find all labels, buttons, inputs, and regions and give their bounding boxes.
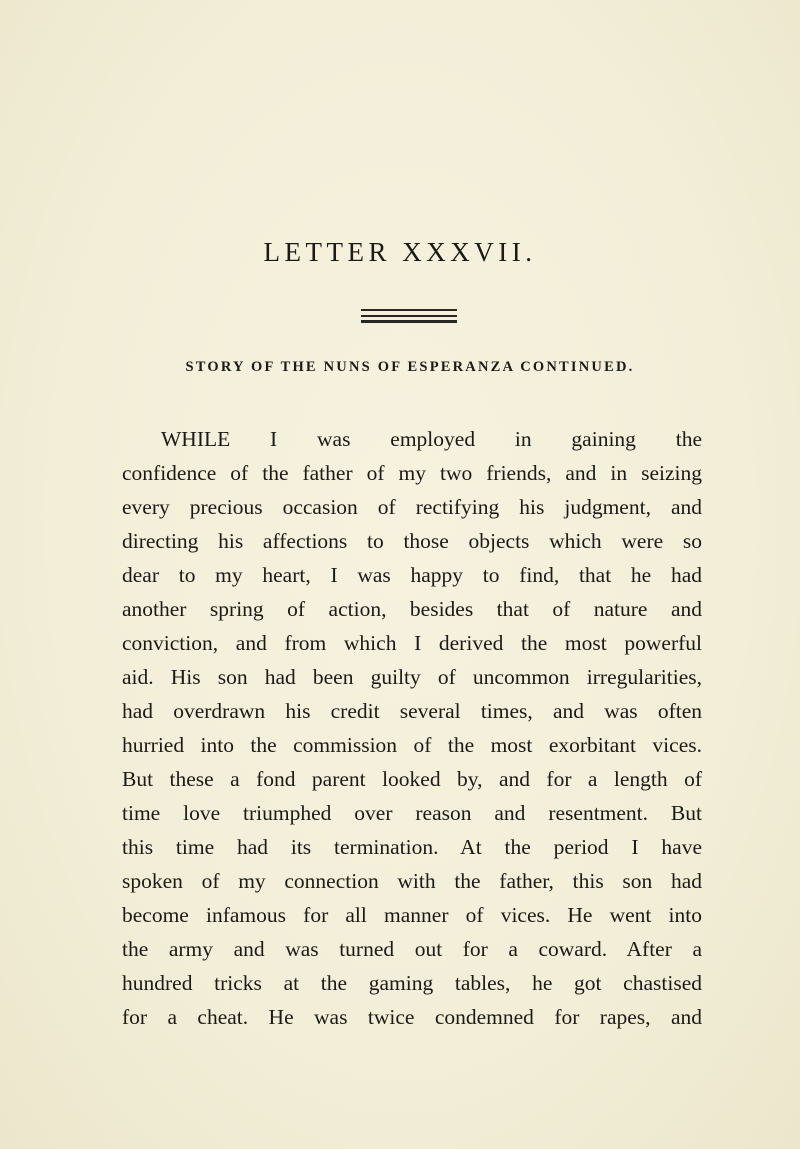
body-line: another spring of action, besides that of nature and xyxy=(122,597,702,621)
body-line: dear to my heart, I was happy to find, that he had xyxy=(122,563,702,587)
body-line: for a cheat. He was twice condemned for rapes, and xyxy=(122,1005,702,1029)
body-line: conviction, and from which I derived the most powerful xyxy=(122,631,702,655)
body-line: had overdrawn his credit several times, and was often xyxy=(122,699,702,723)
body-line: spoken of my connection with the father, this son had xyxy=(122,869,702,893)
body-line: confidence of the father of my two friends, and in seizing xyxy=(122,461,702,485)
body-line: this time had its termination. At the period I have xyxy=(122,835,702,859)
body-line: WHILE I was employed in gaining the xyxy=(161,427,702,451)
body-line: become infamous for all manner of vices. He went into xyxy=(122,903,702,927)
body-line: directing his affections to those objects which were so xyxy=(122,529,702,553)
body-line: every precious occasion of rectifying his judgment, and xyxy=(122,495,702,519)
title-rule-bottom xyxy=(361,320,457,323)
title-rule-middle xyxy=(361,315,457,317)
title-rule-top xyxy=(361,309,457,311)
body-line: But these a fond parent looked by, and for a length of xyxy=(122,767,702,791)
chapter-subtitle: STORY OF THE NUNS OF ESPERANZA CONTINUED. xyxy=(185,359,635,375)
body-line: time love triumphed over reason and resentment. But xyxy=(122,801,702,825)
body-line: aid. His son had been guilty of uncommon irregularities, xyxy=(122,665,702,689)
body-text xyxy=(122,422,702,1034)
letter-title: LETTER XXXVII. xyxy=(263,237,537,267)
body-line: hurried into the commission of the most exorbitant vices. xyxy=(122,733,702,757)
body-line: the army and was turned out for a coward. After a xyxy=(122,937,702,961)
body-line: hundred tricks at the gaming tables, he got chastised xyxy=(122,971,702,995)
